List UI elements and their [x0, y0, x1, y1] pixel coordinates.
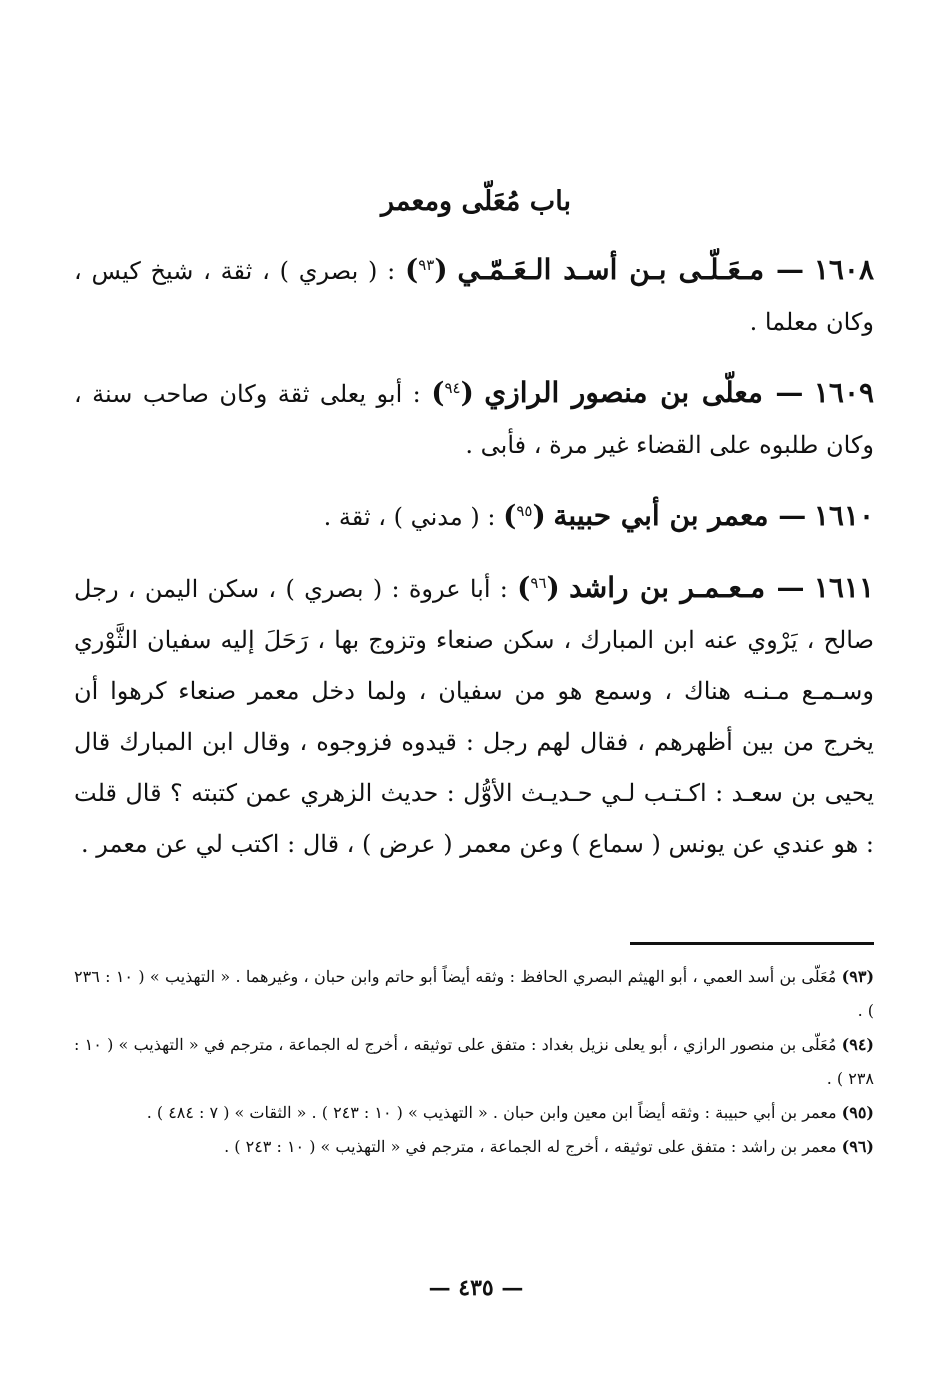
- footnote-text: معمر بن راشد : متفق على توثيقه ، أخرج له الجماعة ، مترجم في « التهذيب » ( ١٠ : ٢٤٣ ) .: [224, 1137, 837, 1156]
- entry-1611: ١٦١١ — مـعـمـر بن راشد ($^{٩٦}$) : أبا عروة : ( بصري ) ، سكن اليمن ، رجل صالح ، يَرْوي عنه ابن المبارك ، سكن صنعاء وتزوج بها ، رَحَلَ إليه سفيان الثَّوْري وسـمـع مـنـه هناك ، وسمع هو من سفيان ، ولما دخل معمر صنعاء كرهوا أن يخرج من بين أظهرهم ، فقال لهم رجل : قيدوه فزوجوه ، وقال ابن المبارك قال يحيى بن سعـد : اكـتـب لـي حـديـث الأوُّل : حديث الزهري عمن كتبته ؟ قال قلت : هو عندي عن يونس ( سماع ) وعن معمر ( عرض ) ، قال : اكتب لي عن معمر .: [74, 571, 874, 858]
- footnote-text: مُعَلّى بن منصور الرازي ، أبو يعلى نزيل بغداد : متفق على توثيقه ، أخرج له الجماعة ، مترجم في « التهذيب » ( ١٠ : ٢٣٨ ) .: [74, 1035, 874, 1088]
- entry-1608: ١٦٠٨ — مـعَـلّـى بـن أسـد الـعَـمّـي ($^{٩٣}$) : ( بصري ) ، ثقة ، شيخ كيس ، وكان معلما .: [74, 253, 874, 336]
- entry-number: ١٦١٠: [813, 499, 874, 532]
- chapter-title: باب مُعَلّى ومعمر: [381, 186, 571, 217]
- entry-name: مـعَـلّـى بـن أسـد الـعَـمّـي: [457, 253, 765, 286]
- footnote-divider: [630, 942, 874, 945]
- entry-number: ١٦٠٨: [813, 253, 874, 286]
- entry-number: ١٦١١: [813, 571, 874, 604]
- entry-text: : ( مدني ) ، ثقة .: [323, 503, 496, 531]
- entry-name: معمر بن أبي حبيبة: [553, 499, 769, 532]
- page-number: — ٤٣٥ —: [428, 1275, 524, 1301]
- footnote-number: (٩٥): [841, 1103, 874, 1122]
- entry-text: : أبا عروة : ( بصري ) ، سكن اليمن ، رجل صالح ، يَرْوي عنه ابن المبارك ، سكن صنعاء وتزوج بها ، رَحَلَ إليه سفيان الثَّوْري وسـمـع مـنـه هناك ، وسمع هو من سفيان ، ولما دخل معمر صنعاء كرهوا أن يخرج من بين أظهرهم ، فقال لهم رجل : قيدوه فزوجوه ، وقال ابن المبارك قال يحيى بن سعـد : اكـتـب لـي حـديـث الأوُّل : حديث الزهري عمن كتبته ؟ قال قلت : هو عندي عن يونس ( سماع ) وعن معمر ( عرض ) ، قال : اكتب لي عن معمر .: [74, 575, 874, 858]
- entry-name: معلّى بن منصور الرازي: [484, 376, 763, 409]
- entry-1610: ١٦١٠ — معمر بن أبي حبيبة ($^{٩٥}$) : ( مدني ) ، ثقة .: [323, 499, 874, 532]
- footnote: [74, 1028, 874, 1096]
- footnote: [74, 1096, 874, 1130]
- footnote-ref: ٩٥: [516, 502, 533, 520]
- footnote-number: (٩٦): [841, 1137, 874, 1156]
- entry-name: مـعـمـر بن راشد: [569, 571, 766, 604]
- footnotes: [74, 960, 874, 1164]
- entry-1609: ١٦٠٩ — معلّى بن منصور الرازي ($^{٩٤}$) : أبو يعلى ثقة وكان صاحب سنة ، وكان طلبوه على القضاء غير مرة ، فأبى .: [74, 376, 875, 459]
- entry-text: : أبو يعلى ثقة وكان صاحب سنة ، وكان طلبوه على القضاء غير مرة ، فأبى .: [74, 380, 874, 459]
- footnote-number: (٩٣): [841, 967, 875, 986]
- footnote-text: معمر بن أبي حبيبة : وثقه أيضاً ابن معين وابن حبان . « التهذيب » ( ١٠ : ٢٤٣ ) . « الثقات » ( ٧ : ٤٨٤ ) .: [146, 1103, 837, 1122]
- footnote-ref: ٩٤: [444, 379, 461, 397]
- footnote: [74, 1130, 874, 1164]
- footnote-ref: ٩٦: [530, 574, 547, 592]
- entry-text: : ( بصري ) ، ثقة ، شيخ كيس ، وكان معلما .: [74, 257, 874, 336]
- footnote-number: (٩٤): [841, 1035, 874, 1054]
- entry-number: ١٦٠٩: [813, 376, 875, 409]
- footnote-text: مُعَلّى بن أسد العمي ، أبو الهيثم البصري الحافظ : وثقه أيضاً أبو حاتم وابن حبان ، وغيرهما . « التهذيب » ( ١٠ : ٢٣٦ ) .: [74, 967, 874, 1020]
- footnote: [74, 960, 874, 1028]
- footnote-ref: ٩٣: [418, 256, 435, 274]
